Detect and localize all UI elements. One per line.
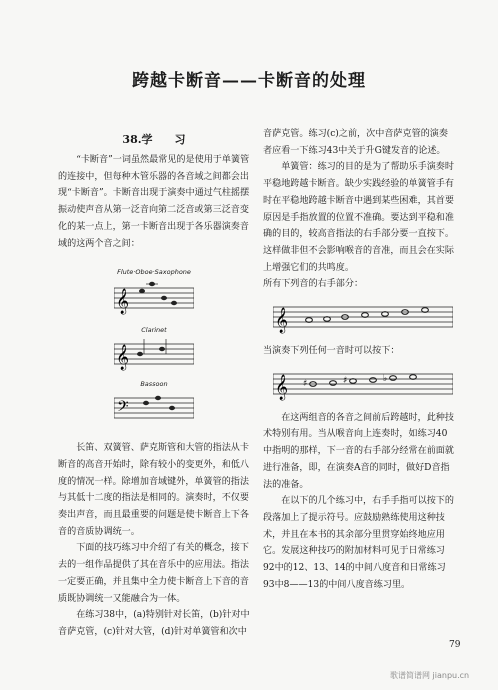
sharp-icon: ♯ bbox=[303, 378, 308, 389]
left-column bbox=[58, 130, 250, 641]
paragraph-right-hand: 所有下列音的右手部分： bbox=[263, 279, 364, 290]
bass-clef-icon: 𝄢 bbox=[117, 398, 129, 420]
right-hand-notes-figure bbox=[263, 297, 455, 337]
paragraph-sax-note: 音萨克管。练习(c)之前，次中音萨克管的演奏者应看一下练习43中关于升G键发音的论述。 bbox=[263, 129, 448, 156]
staff-clarinet bbox=[114, 336, 194, 372]
instrument-label-clarinet: Clarinet bbox=[141, 326, 167, 335]
paragraph-intro: “卡断音”一词虽然最常见的是使用于单簧管的连接中，但每种木管乐器的各音域之间都会出现“卡断音”。卡断音出现于演奏中通过气柱摇摆振动使声音从第一泛音向第二泛音或第三泛音变化的某一点上，第一卡断音出现于各乐器演奏音域的这两个音之间： bbox=[58, 155, 250, 249]
paragraph-exercises: 下面的技巧练习中介绍了有关的概念，接下去的一组作品提供了其在音乐中的应用法。指法一定要正确，并且集中全力使卡断音上下音的音质既协调统一又能融合为一体。 bbox=[58, 543, 249, 604]
throat-notes-figure bbox=[263, 364, 455, 404]
paragraph-clarinet: 单簧管：练习的目的是为了帮助乐手演奏时平稳地跨越卡断音。缺少实践经验的单簧管手有时在平稳地跨越卡断音中遇到某些困难，其首要原因是手指放置的位置不准确。要达到平稳和准确的目的，较高音指法的右手部分要一直按下。这样做非但不会影响喉音的音准，而且会在实际上增强它们的共鸣度。 bbox=[263, 162, 454, 273]
instrument-label-bassoon: Bassoon bbox=[140, 380, 168, 389]
staff-bassoon bbox=[114, 390, 194, 426]
page-number: 79 bbox=[449, 640, 461, 650]
treble-clef-icon: 𝄞 bbox=[116, 289, 130, 315]
right-column bbox=[263, 126, 455, 593]
paragraph-following-exercises: 在以下的几个练习中，右手手指可以按下的段落加上了提示符号。应鼓励熟练使用这种技术，并且在本书的其余部分里贯穿始终地应用它。发展这种技巧的附加材料可见于日常练习92中的12、13、14的中间八度音和日常练习93中8——13的中间八度音练习里。 bbox=[263, 496, 454, 590]
page-title: 跨越卡断音——卡断音的处理 bbox=[132, 71, 366, 91]
register-break-figure bbox=[58, 256, 250, 436]
watermark: 歌谱简谱网 jianpu.cn bbox=[390, 671, 470, 680]
paragraph-fingering: 长笛、双簧管、萨克斯管和大管的指法从卡断音的高音开始时，除有较小的变更外，和低八度的情况一样。除增加音域键外，单簧管的指法与其低十二度的指法是相同的。演奏时，不仅要奏出声音，而且最重要的问题是使卡断音上下各音的音质协调统一。 bbox=[58, 443, 249, 537]
sharp-icon: ♯ bbox=[343, 375, 348, 386]
treble-clef-icon: 𝄞 bbox=[275, 308, 289, 334]
staff-throat-notes bbox=[273, 366, 453, 402]
treble-clef-icon: 𝄞 bbox=[116, 345, 130, 371]
flat-icon: ♭ bbox=[383, 373, 388, 384]
staff-flute bbox=[114, 280, 194, 316]
section-title: 38.学 习 bbox=[122, 133, 186, 146]
paragraph-exercise-38: 在练习38中，(a)特别针对长笛，(b)针对中音萨克管，(c)针对大管，(d)针对单簧管和次中 bbox=[58, 610, 250, 637]
paragraph-press-down: 当演奏下列任何一音时可以按下： bbox=[263, 346, 400, 357]
treble-clef-icon: 𝄞 bbox=[275, 374, 289, 400]
paragraph-technique-use: 在这两组音的各音之间前后跨越时，此种技术特别有用。当从喉音向上连奏时，如练习40中指明的那样，下一音的右手部分经常在前面就进行准备，即，在演奏A音的同时，做好D音指法的准备。 bbox=[263, 412, 454, 490]
instrument-label-flute: Flute·Oboe·Saxophone bbox=[117, 268, 191, 277]
staff-right-hand-notes bbox=[273, 299, 453, 335]
